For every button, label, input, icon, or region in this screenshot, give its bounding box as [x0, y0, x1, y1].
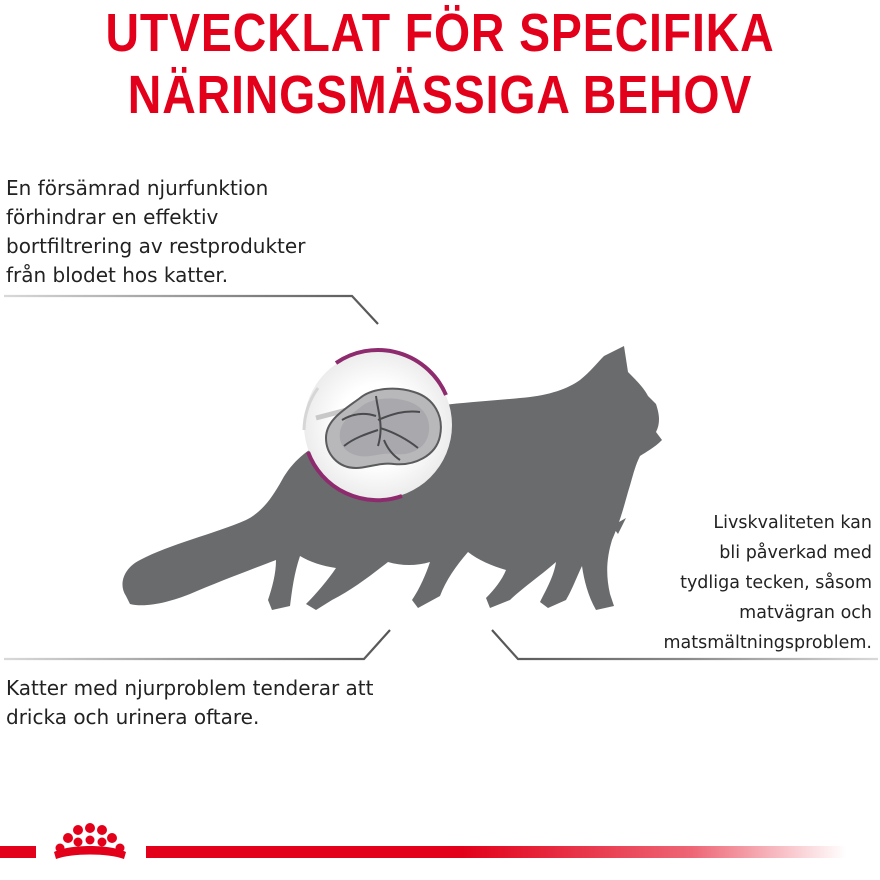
connector-line-bottom-left [4, 630, 390, 659]
caption-line: Livskvaliteten kan [713, 513, 872, 533]
footer-bar-left [0, 846, 36, 858]
headline-line-2: NÄRINGSMÄSSIGA BEHOV [127, 65, 753, 125]
caption-line: matsmältningsproblem. [663, 633, 872, 653]
caption-line: dricka och urinera oftare. [6, 705, 260, 729]
footer-bar [146, 846, 846, 858]
headline-line-1: UTVECKLAT FÖR SPECIFIKA [105, 3, 775, 63]
caption-line: från blodet hos katter. [6, 263, 229, 287]
caption-line: En försämrad njurfunktion [6, 176, 269, 200]
connector-line-top [4, 296, 378, 324]
caption-line: matvägran och [739, 603, 872, 623]
caption-line: bli påverkad med [719, 543, 872, 563]
caption-line: Katter med njurproblem tenderar att [6, 676, 374, 700]
caption-line: bortfiltrering av restprodukter [6, 234, 306, 258]
connector-line-right [492, 630, 878, 659]
royal-canin-crown-icon [40, 822, 140, 862]
caption-line: förhindrar en effektiv [6, 205, 219, 229]
caption-line: tydliga tecken, såsom [680, 573, 872, 593]
